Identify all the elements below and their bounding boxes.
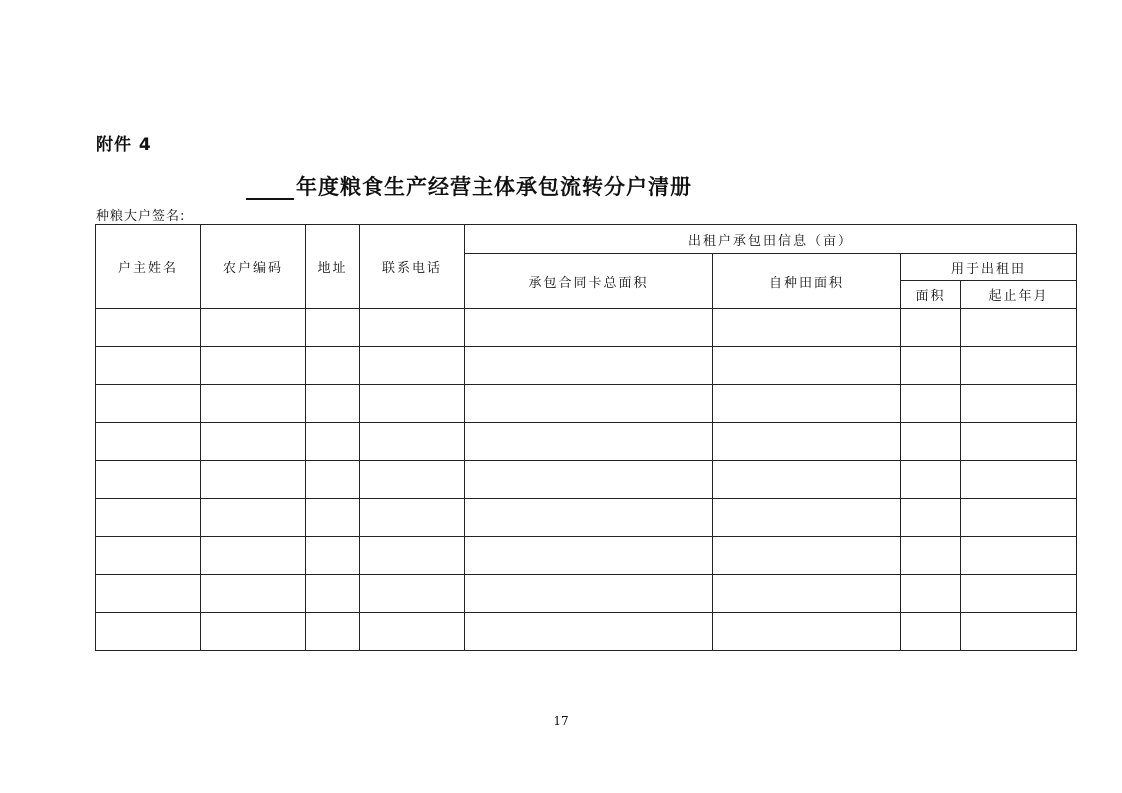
cell-lease-area[interactable] (901, 309, 961, 347)
cell-phone[interactable] (360, 499, 465, 537)
cell-contract-total-area[interactable] (465, 461, 713, 499)
cell-phone[interactable] (360, 385, 465, 423)
table-row (96, 309, 1077, 347)
cell-owner-name[interactable] (96, 347, 201, 385)
cell-owner-name[interactable] (96, 385, 201, 423)
cell-phone[interactable] (360, 613, 465, 651)
cell-contract-total-area[interactable] (465, 499, 713, 537)
cell-lease-period[interactable] (961, 309, 1077, 347)
cell-address[interactable] (306, 423, 360, 461)
cell-owner-name[interactable] (96, 613, 201, 651)
cell-address[interactable] (306, 347, 360, 385)
cell-lease-period[interactable] (961, 347, 1077, 385)
cell-lease-period[interactable] (961, 461, 1077, 499)
cell-farmer-code[interactable] (201, 347, 306, 385)
cell-address[interactable] (306, 385, 360, 423)
cell-address[interactable] (306, 537, 360, 575)
cell-contract-total-area[interactable] (465, 613, 713, 651)
cell-self-farmed-area[interactable] (713, 461, 901, 499)
cell-owner-name[interactable] (96, 499, 201, 537)
cell-lease-area[interactable] (901, 575, 961, 613)
cell-owner-name[interactable] (96, 537, 201, 575)
cell-farmer-code[interactable] (201, 461, 306, 499)
header-contract-total-area: 承包合同卡总面积 (465, 254, 713, 309)
cell-phone[interactable] (360, 309, 465, 347)
year-blank (246, 176, 294, 200)
cell-farmer-code[interactable] (201, 499, 306, 537)
cell-lease-area[interactable] (901, 461, 961, 499)
table-row (96, 613, 1077, 651)
cell-contract-total-area[interactable] (465, 309, 713, 347)
header-farmer-code: 农户编码 (201, 225, 306, 309)
cell-lease-period[interactable] (961, 613, 1077, 651)
cell-lease-area[interactable] (901, 499, 961, 537)
cell-contract-total-area[interactable] (465, 385, 713, 423)
header-owner-name: 户主姓名 (96, 225, 201, 309)
cell-address[interactable] (306, 613, 360, 651)
cell-phone[interactable] (360, 537, 465, 575)
header-phone: 联系电话 (360, 225, 465, 309)
cell-lease-period[interactable] (961, 575, 1077, 613)
cell-farmer-code[interactable] (201, 385, 306, 423)
cell-self-farmed-area[interactable] (713, 575, 901, 613)
signer-label: 种粮大户签名: (96, 209, 186, 224)
document-title: 年度粮食生产经营主体承包流转分户清册 (296, 175, 692, 199)
cell-lease-area[interactable] (901, 385, 961, 423)
cell-self-farmed-area[interactable] (713, 613, 901, 651)
cell-phone[interactable] (360, 347, 465, 385)
cell-owner-name[interactable] (96, 575, 201, 613)
cell-lease-period[interactable] (961, 385, 1077, 423)
table-row (96, 575, 1077, 613)
table-row (96, 347, 1077, 385)
cell-contract-total-area[interactable] (465, 423, 713, 461)
cell-self-farmed-area[interactable] (713, 347, 901, 385)
table-row (96, 499, 1077, 537)
cell-self-farmed-area[interactable] (713, 423, 901, 461)
table-row (96, 385, 1077, 423)
header-address: 地址 (306, 225, 360, 309)
cell-farmer-code[interactable] (201, 537, 306, 575)
cell-address[interactable] (306, 575, 360, 613)
cell-farmer-code[interactable] (201, 423, 306, 461)
cell-owner-name[interactable] (96, 461, 201, 499)
cell-lease-period[interactable] (961, 499, 1077, 537)
cell-farmer-code[interactable] (201, 309, 306, 347)
table-row (96, 423, 1077, 461)
page-number: 17 (553, 714, 569, 728)
cell-self-farmed-area[interactable] (713, 537, 901, 575)
title-area (246, 170, 692, 200)
cell-lease-period[interactable] (961, 537, 1077, 575)
header-for-lease: 用于出租田 (901, 254, 1077, 281)
cell-contract-total-area[interactable] (465, 347, 713, 385)
cell-self-farmed-area[interactable] (713, 385, 901, 423)
table-row (96, 537, 1077, 575)
table-row (96, 461, 1077, 499)
cell-owner-name[interactable] (96, 423, 201, 461)
cell-phone[interactable] (360, 423, 465, 461)
cell-self-farmed-area[interactable] (713, 499, 901, 537)
cell-address[interactable] (306, 309, 360, 347)
household-roster-table (95, 224, 1077, 651)
cell-lease-area[interactable] (901, 613, 961, 651)
cell-lease-area[interactable] (901, 537, 961, 575)
cell-contract-total-area[interactable] (465, 537, 713, 575)
header-lease-area: 面积 (901, 281, 961, 309)
attachment-label: 附件 4 (96, 135, 152, 155)
cell-lease-period[interactable] (961, 423, 1077, 461)
cell-owner-name[interactable] (96, 309, 201, 347)
cell-lease-area[interactable] (901, 423, 961, 461)
roster-body (96, 309, 1077, 651)
cell-contract-total-area[interactable] (465, 575, 713, 613)
cell-phone[interactable] (360, 461, 465, 499)
header-self-farmed-area: 自种田面积 (713, 254, 901, 309)
cell-self-farmed-area[interactable] (713, 309, 901, 347)
cell-address[interactable] (306, 461, 360, 499)
cell-farmer-code[interactable] (201, 613, 306, 651)
cell-phone[interactable] (360, 575, 465, 613)
header-lessor-info: 出租户承包田信息（亩） (465, 225, 1077, 254)
cell-address[interactable] (306, 499, 360, 537)
cell-farmer-code[interactable] (201, 575, 306, 613)
cell-lease-area[interactable] (901, 347, 961, 385)
header-lease-period: 起止年月 (961, 281, 1077, 309)
